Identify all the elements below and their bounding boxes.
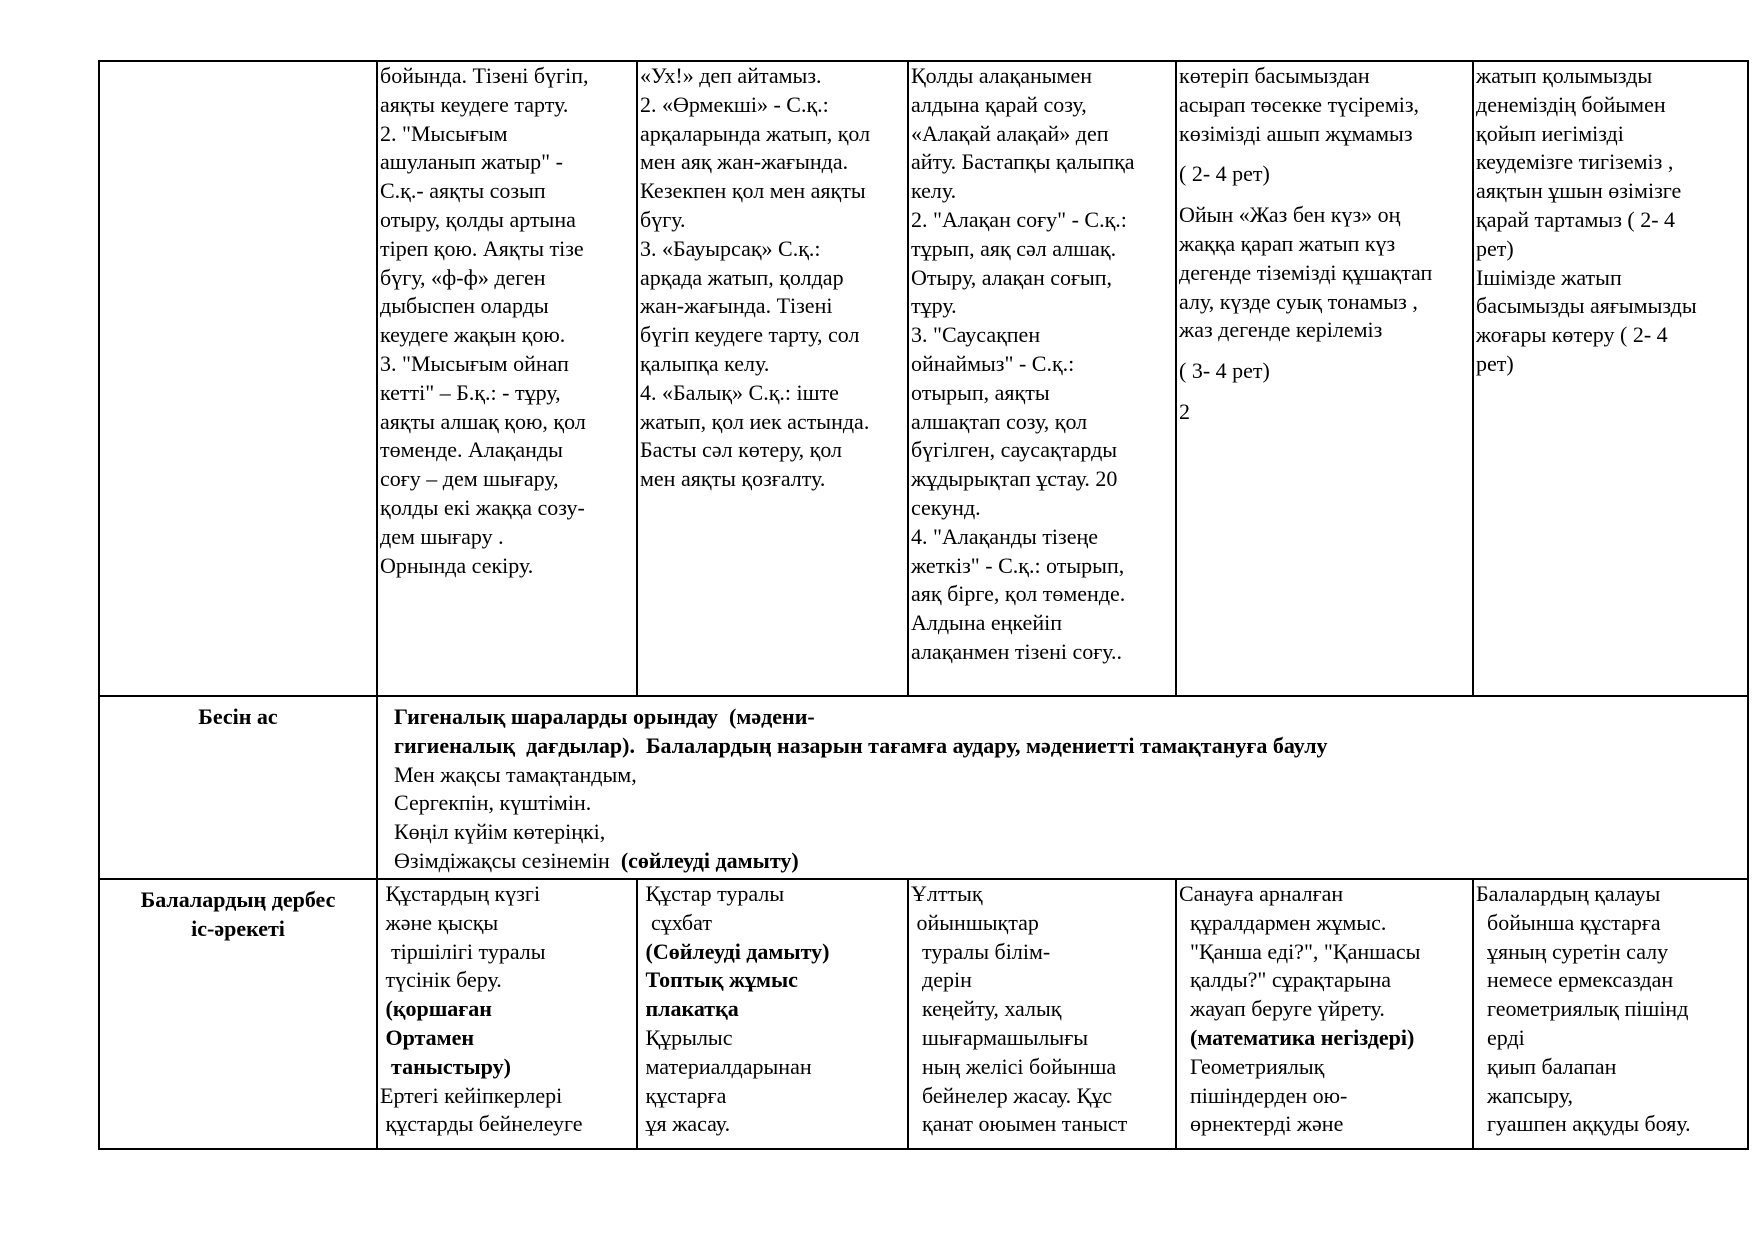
cell-r1-c4-text (1179, 62, 1470, 148)
text-line: 4. "Алақанды тізеңе (911, 523, 1099, 549)
text-line: бүгу, «ф-ф» деген (380, 264, 546, 290)
text-line: Кезекпен қол мен аяқты (640, 178, 866, 204)
text-line: "Қанша еді?", "Қаншасы (1179, 938, 1421, 964)
game-text (1179, 201, 1470, 345)
text-line: секунд. (911, 494, 981, 520)
text-line: алшақтап созу, қол (911, 408, 1088, 434)
text-line: ның желісі бойынша (911, 1053, 1117, 1079)
schedule-table (98, 60, 1749, 1150)
text-line: тіршілігі туралы (380, 938, 546, 964)
text-line: геометриялық пішінд (1476, 996, 1689, 1022)
cell-r3-c4 (1176, 879, 1473, 1149)
text-line: аяқты алшақ қою, қол (380, 408, 586, 434)
text-line: қарай тартамыз ( 2- 4 (1476, 206, 1676, 232)
text-line: отырып, аяқты (911, 379, 1050, 405)
text-line: гуашпен аққуды бояу. (1476, 1111, 1691, 1137)
text-line: жатып қолымызды (1476, 63, 1653, 88)
text-line: жаққа қарап жатып күз (1179, 230, 1396, 256)
cell-r1-c3 (908, 61, 1176, 696)
text-line: өрнектерді және (1179, 1111, 1344, 1137)
text-line: Ішімізде жатып (1476, 264, 1622, 290)
cell-r1-c5 (1473, 61, 1748, 696)
text-line: бүгу. (640, 206, 686, 232)
text-line: 4. «Балық» С.қ.: іште (640, 379, 839, 405)
meal-heading-line: гигиеналық дағдылар). Балалардың назарын тағамға аудару, мәдениетті тамақтануға баулу (394, 732, 1328, 758)
text-line: аяқты кеудеге тарту. (380, 91, 569, 117)
text-line: алдына қарай созу, (911, 91, 1087, 117)
text-line: плакатқа (640, 996, 739, 1022)
number-text: 2 (1179, 398, 1190, 424)
text-line: арқада жатып, қолдар (640, 264, 844, 290)
text-line: «Алақай алақай» деп (911, 120, 1109, 146)
text-line: құстарға (640, 1082, 727, 1108)
text-line: ашуланып жатыр" - (380, 149, 563, 175)
text-line: соғу – дем шығару, (380, 466, 559, 492)
text-line: алақанмен тізені соғу.. (911, 638, 1123, 664)
poem-last-text: Өзімдіжақсы сезінемін (394, 847, 621, 873)
text-line: тіреп қою. Аяқты тізе (380, 235, 584, 261)
row-label-empty (99, 61, 377, 696)
text-line: келу. (911, 178, 957, 204)
poem-lines (394, 761, 1747, 847)
text-line: төменде. Алақанды (380, 437, 563, 463)
text-line: аяқ бірге, қол төменде. (911, 581, 1126, 607)
text-line: арқаларында жатып, қол (640, 120, 871, 146)
text-line: асырап төсекке түсіреміз, (1179, 91, 1420, 117)
text-line: көзімізді ашып жұмамыз (1179, 120, 1413, 146)
text-line: С.қ.- аяқты созып (380, 178, 546, 204)
poem-last-bold: (сөйлеуді дамыту) (620, 847, 799, 873)
text-line: жауап беруге үйрету. (1179, 996, 1385, 1022)
text-line: Отыру, алақан соғып, (911, 264, 1113, 290)
text-line: құстарды бейнелеуге (380, 1111, 583, 1137)
text-line: ойнаймыз" - С.қ.: (911, 350, 1075, 376)
text-line: жоғары көтеру ( 2- 4 (1476, 322, 1668, 348)
text-line: немесе ермексаздан (1476, 967, 1674, 993)
text-line: қалды?" сұрақтарына (1179, 967, 1392, 993)
text-line: кеңейту, халық (911, 996, 1062, 1022)
text-line: айту. Бастапқы қалыпқа (911, 149, 1135, 175)
table-row (99, 879, 1748, 1149)
text-line: құралдармен жұмыс. (1179, 909, 1387, 935)
text-line: мен аяқ жан-жағында. (640, 149, 849, 175)
row-label-line: Балалардың дербес (140, 887, 336, 912)
text-line: Көңіл күйім көтеріңкі, (394, 819, 606, 845)
text-line: дем шығару . (380, 523, 504, 549)
text-line: пішіндерден ою- (1179, 1082, 1348, 1108)
document-page (98, 60, 1747, 1150)
text-line: мен аяқты қозғалту. (640, 466, 826, 492)
text-line: 2. "Алақан соғу" - С.қ.: (911, 206, 1127, 232)
text-line: туралы білім- (911, 938, 1051, 964)
text-line: Балалардың қалауы (1476, 881, 1661, 906)
text-line: жапсыру, (1476, 1082, 1574, 1108)
text-line: рет) (1476, 350, 1514, 376)
text-line: қанат оюымен таныст (911, 1111, 1128, 1137)
text-line: Құстар туралы (640, 881, 785, 906)
row-label-line: іс-әрекеті (191, 915, 285, 941)
text-line: тұрып, аяқ сәл алшақ. (911, 235, 1117, 261)
text-line: 3. «Бауырсақ» С.қ.: (640, 235, 821, 261)
text-line: 3. "Мысығым ойнап (380, 350, 569, 376)
text-line: Сергекпін, күштімін. (394, 790, 592, 816)
text-line: дегенде тіземізді құшақтап (1179, 259, 1433, 285)
text-line: денеміздің бойымен (1476, 91, 1666, 117)
text-line: жеткіз" - С.қ.: отырып, (911, 552, 1125, 578)
cell-r3-c3 (908, 879, 1176, 1149)
text-line: Қолды алақанымен (911, 63, 1093, 88)
text-line: бүгіп кеудеге тарту, сол (640, 322, 860, 348)
text-line: бойынша құстарға (1476, 909, 1661, 935)
text-line: 3. "Саусақпен (911, 322, 1041, 348)
text-line: кетті" – Б.қ.: - тұру, (380, 379, 561, 405)
text-line: Басты сәл көтеру, қол (640, 437, 843, 463)
text-line: Мен жақсы тамақтандым, (394, 761, 637, 787)
text-line: ерді (1476, 1024, 1525, 1050)
text-line: материалдарынан (640, 1053, 812, 1079)
text-line: Орнында секіру. (380, 552, 534, 578)
text-line: Топтық жұмыс (640, 967, 798, 993)
text-line: бейнелер жасау. Құс (911, 1082, 1113, 1108)
text-line: (қоршаған (380, 996, 492, 1022)
row-label: Бесін ас (99, 696, 377, 879)
row-label (99, 879, 377, 1149)
text-line: қолды екі жаққа созу- (380, 494, 585, 520)
text-line: Құстардың күзгі (380, 881, 541, 906)
text-line: жұдырықтап ұстау. 20 (911, 466, 1118, 492)
text-line: кеудеге жақын қою. (380, 322, 566, 348)
text-line: Санауға арналған (1179, 881, 1344, 906)
meal-cell (377, 696, 1748, 879)
reps-text: ( 2- 4 рет) (1179, 161, 1270, 187)
text-line: Ойын «Жаз бен күз» оң (1179, 202, 1401, 228)
text-line: қалыпқа келу. (640, 350, 770, 376)
poem-last-line (394, 847, 1747, 876)
text-line: Геометриялық (1179, 1053, 1325, 1079)
cell-r3-c2 (637, 879, 908, 1149)
text-line: (Сөйлеуді дамыту) (640, 938, 830, 964)
text-line: бүгілген, саусақтарды (911, 437, 1118, 463)
text-line: Ортамен (380, 1024, 475, 1050)
text-line: кеудемізге тигіземіз , (1476, 149, 1674, 175)
cell-r1-c2 (637, 61, 908, 696)
text-line: тұру. (911, 293, 957, 319)
text-line: Алдына еңкейіп (911, 610, 1062, 636)
text-line: жан-жағында. Тізені (640, 293, 833, 319)
text-line: жаз дегенде керілеміз (1179, 317, 1383, 343)
text-line: қойып иегімізді (1476, 120, 1624, 146)
cell-r3-c5 (1473, 879, 1748, 1149)
cell-r1-c1 (377, 61, 637, 696)
text-line: дерін (911, 967, 972, 993)
table-row (99, 696, 1748, 879)
table-row (99, 61, 1748, 696)
meal-heading-line: Гигеналық шараларды орындау (мәдени- (394, 704, 815, 729)
cell-r1-c4 (1176, 61, 1473, 696)
text-line: (математика негіздері) (1179, 1024, 1415, 1050)
text-line: «Ух!» деп айтамыз. (640, 63, 822, 88)
text-line: Құрылыс (640, 1024, 733, 1050)
text-line: шығармашылығы (911, 1024, 1088, 1050)
text-line: 2. «Өрмекші» - С.қ.: (640, 91, 829, 117)
text-line: жатып, қол иек астында. (640, 408, 870, 434)
text-line: отыру, қолды артына (380, 206, 576, 232)
text-line: ұяның суретін салу (1476, 938, 1669, 964)
text-line: ұя жасау. (640, 1111, 731, 1137)
text-line: түсінік беру. (380, 967, 502, 993)
cell-r3-c1 (377, 879, 637, 1149)
text-line: сұхбат (640, 909, 712, 935)
text-line: рет) (1476, 235, 1514, 261)
text-line: көтеріп басымыздан (1179, 63, 1370, 88)
text-line: 2. "Мысығым (380, 120, 508, 146)
text-line: және қысқы (380, 909, 499, 935)
text-line: қиып балапан (1476, 1053, 1617, 1079)
text-line: Ұлттық (911, 881, 983, 906)
reps-text: ( 3- 4 рет) (1179, 358, 1270, 384)
text-line: басымызды аяғымызды (1476, 293, 1697, 319)
text-line: таныстыру) (380, 1053, 511, 1079)
text-line: Ертегі кейіпкерлері (380, 1082, 563, 1108)
text-line: алу, күзде суық тонамыз , (1179, 288, 1418, 314)
text-line: бойында. Тізені бүгіп, (380, 63, 589, 88)
text-line: аяқтын ұшын өзімізге (1476, 178, 1682, 204)
text-line: ойыншықтар (911, 909, 1039, 935)
text-line: дыбыспен оларды (380, 293, 549, 319)
